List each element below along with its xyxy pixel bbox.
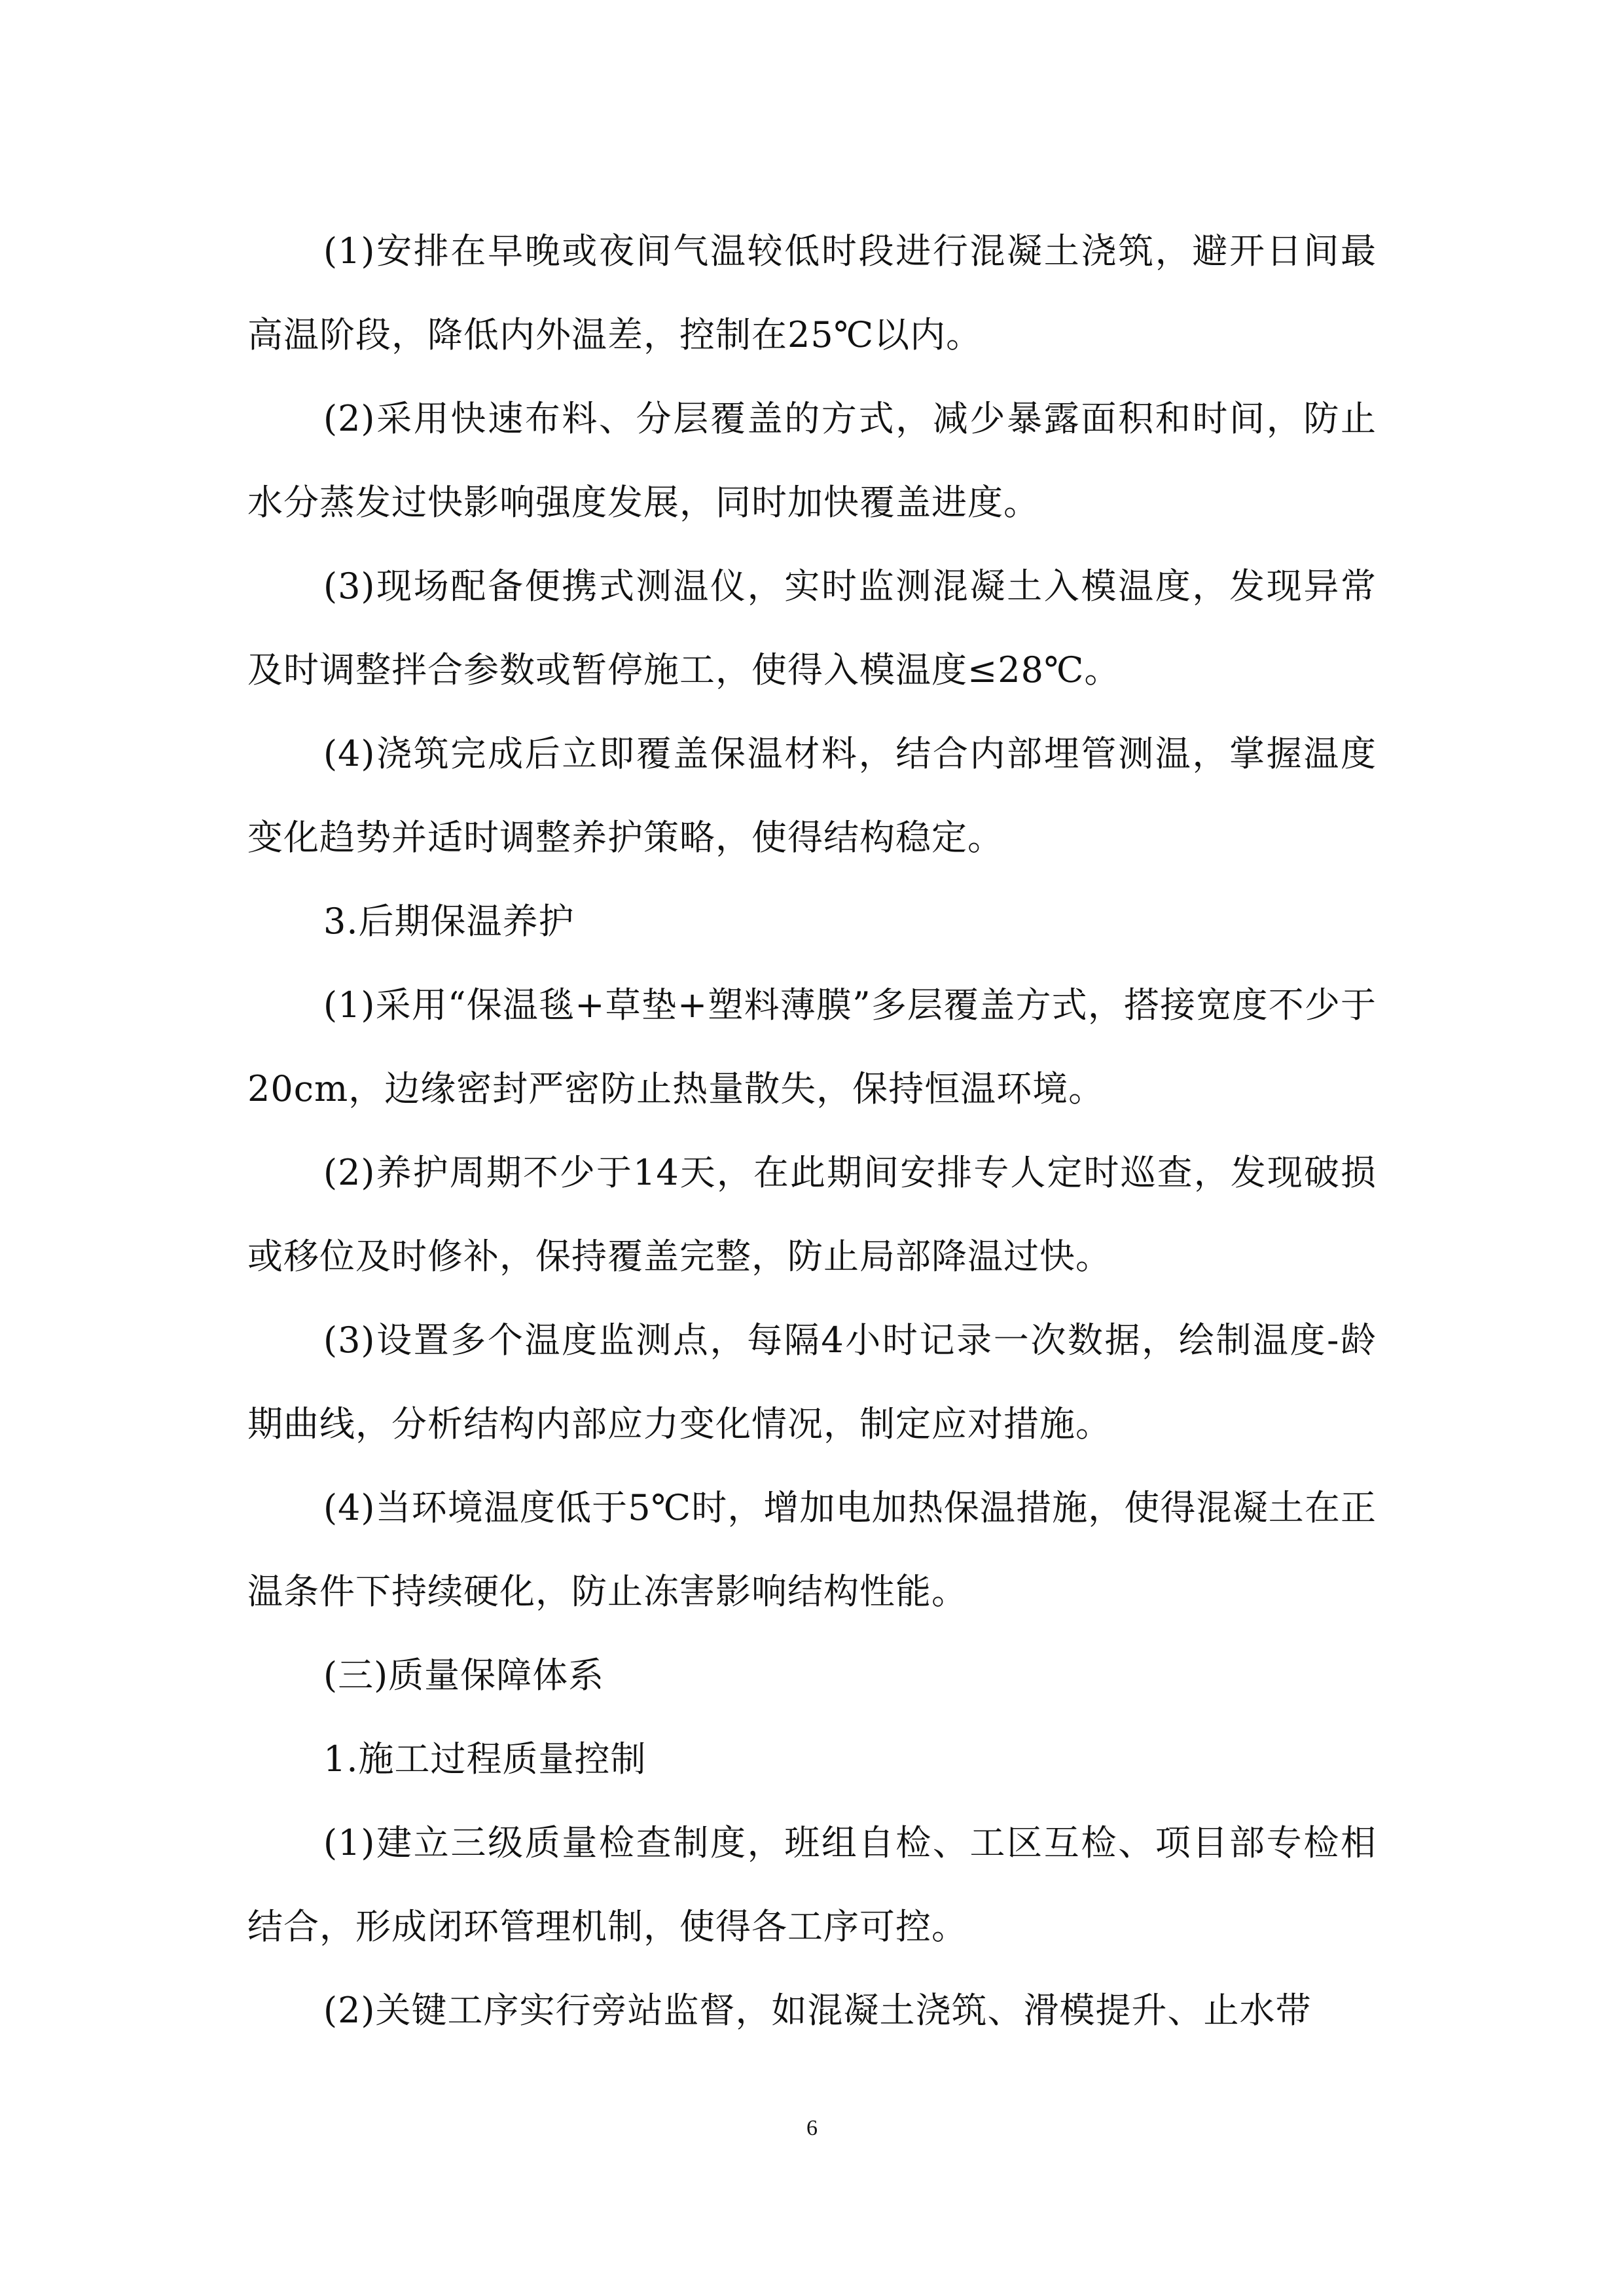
paragraph-three-level-inspection: (1)建立三级质量检查制度，班组自检、工区互检、项目部专检相结合，形成闭环管理机制，使得各工序可控。 [247, 1822, 1377, 1947]
paragraph-monitoring-points: (3)设置多个温度监测点，每隔4小时记录一次数据，绘制温度-龄期曲线，分析结构内部应力变化情况，制定应对措施。 [247, 1319, 1377, 1444]
paragraph-electric-heating: (4)当环境温度低于5℃时，增加电加热保温措施，使得混凝土在正温条件下持续硬化，防止冻害影响结构性能。 [247, 1487, 1377, 1612]
page-number: 6 [806, 2116, 818, 2140]
paragraph-pouring-time: (1)安排在早晚或夜间气温较低时段进行混凝土浇筑，避开日间最高温阶段，降低内外温差，控制在25℃以内。 [247, 230, 1377, 355]
body-text [247, 209, 1377, 2053]
paragraph-multilayer-cover: (1)采用“保温毯+草垫+塑料薄膜”多层覆盖方式，搭接宽度不少于20cm，边缘密封严密防止热量散失，保持恒温环境。 [247, 984, 1377, 1109]
paragraph-fast-placement: (2)采用快速布料、分层覆盖的方式，减少暴露面积和时间，防止水分蒸发过快影响强度发展，同时加快覆盖进度。 [247, 398, 1377, 523]
paragraph-insulation-cover: (4)浇筑完成后立即覆盖保温材料，结合内部埋管测温，掌握温度变化趋势并适时调整养护策略，使得结构稳定。 [247, 733, 1377, 858]
paragraph-curing-period: (2)养护周期不少于14天，在此期间安排专人定时巡查，发现破损或移位及时修补，保持覆盖完整，防止局部降温过快。 [247, 1152, 1377, 1277]
section-heading-late-curing: 3.后期保温养护 [323, 901, 575, 942]
paragraph-temperature-monitoring: (3)现场配备便携式测温仪，实时监测混凝土入模温度，发现异常及时调整拌合参数或暂停施工，使得入模温度≤28℃。 [247, 565, 1377, 691]
section-heading-quality-system: (三)质量保障体系 [323, 1655, 605, 1696]
subsection-heading-process-control: 1.施工过程质量控制 [323, 1738, 647, 1780]
paragraph-key-process-supervision: (2)关键工序实行旁站监督，如混凝土浇筑、滑模提升、止水带 [323, 1990, 1312, 2031]
